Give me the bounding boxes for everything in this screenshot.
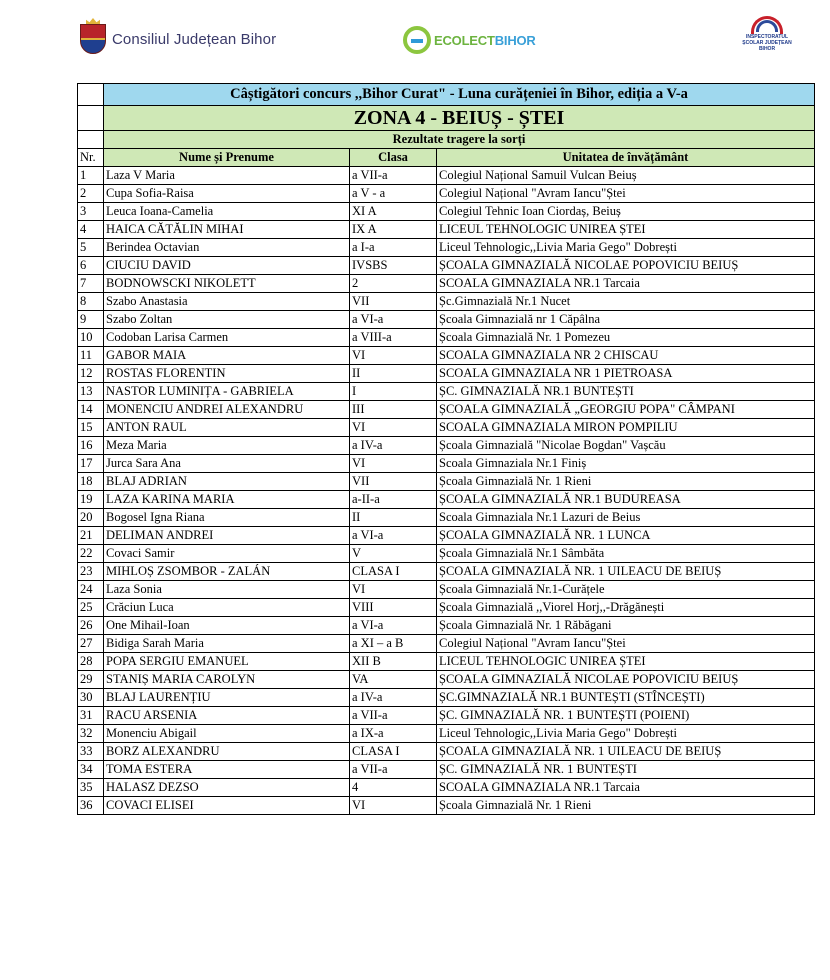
class-cell: a XI – a B [350,635,437,653]
table-row [78,473,815,491]
school-name: Scoala Gimnaziala Nr.1 Lazuri de Beius [437,509,815,527]
class-cell: VII [350,473,437,491]
table-row [78,329,815,347]
student-name: Monenciu Abigail [104,725,350,743]
table-row [78,401,815,419]
class-cell: a VII-a [350,761,437,779]
student-name: Meza Maria [104,437,350,455]
school-name: SCOALA GIMNAZIALA MIRON POMPILIU [437,419,815,437]
student-name: STANIȘ MARIA CAROLYN [104,671,350,689]
ecolect-logo-text: ECOLECTBIHOR [434,32,536,48]
table-row [78,365,815,383]
school-name: ȘCOALA GIMNAZIALĂ NR. 1 UILEACU DE BEIUȘ [437,743,815,761]
column-header-school: Unitatea de învățământ [437,149,815,167]
row-number: 33 [78,743,104,761]
class-cell: VI [350,419,437,437]
page-header [0,0,830,80]
student-name: MONENCIU ANDREI ALEXANDRU [104,401,350,419]
school-name: Liceul Tehnologic,,Livia Maria Gego" Dobrești [437,239,815,257]
student-name: LAZA KARINA MARIA [104,491,350,509]
winners-table [77,83,815,815]
table-row [78,743,815,761]
school-name: Școala Gimnazială ,,Viorel Horj,,-Drăgănești [437,599,815,617]
row-number: 36 [78,797,104,815]
student-name: ROSTAS FLORENTIN [104,365,350,383]
table-row [78,383,815,401]
row-number: 25 [78,599,104,617]
class-cell: a IV-a [350,689,437,707]
class-cell: II [350,365,437,383]
class-cell: a VI-a [350,527,437,545]
column-header-name: Nume și Prenume [104,149,350,167]
student-name: DELIMAN ANDREI [104,527,350,545]
table-row [78,239,815,257]
class-cell: IX A [350,221,437,239]
row-number: 28 [78,653,104,671]
school-name: Școala Gimnazială nr 1 Căpâlna [437,311,815,329]
org-name: Consiliul Județean Bihor [112,30,277,48]
table-row [78,167,815,185]
table-row [78,563,815,581]
row-number: 22 [78,545,104,563]
table-row [78,617,815,635]
inspectoratul-logo: INSPECTORATUL ȘCOLAR JUDEȚEAN BIHOR [748,14,786,60]
table-row [78,761,815,779]
school-name: Colegiul Național "Avram Iancu"Ștei [437,185,815,203]
zone-heading: ZONA 4 - BEIUȘ - ȘTEI [104,106,815,131]
table-row [78,455,815,473]
table-row [78,707,815,725]
student-name: BLAJ LAURENȚIU [104,689,350,707]
row-number: 12 [78,365,104,383]
school-name: SCOALA GIMNAZIALA NR.1 Tarcaia [437,779,815,797]
row-number: 30 [78,689,104,707]
row-number: 9 [78,311,104,329]
student-name: RACU ARSENIA [104,707,350,725]
school-name: Școala Gimnazială Nr.1 Sâmbăta [437,545,815,563]
row-number: 35 [78,779,104,797]
student-name: Jurca Sara Ana [104,455,350,473]
class-cell: a IV-a [350,437,437,455]
row-number: 24 [78,581,104,599]
row-number: 29 [78,671,104,689]
student-name: HALASZ DEZSO [104,779,350,797]
row-number: 5 [78,239,104,257]
student-name: POPA SERGIU EMANUEL [104,653,350,671]
row-number: 20 [78,509,104,527]
table-row [78,689,815,707]
student-name: BORZ ALEXANDRU [104,743,350,761]
student-name: Covaci Samir [104,545,350,563]
student-name: CIUCIU DAVID [104,257,350,275]
student-name: Bogosel Igna Riana [104,509,350,527]
table-row [78,347,815,365]
row-number: 10 [78,329,104,347]
table-header-row [78,149,815,167]
student-name: ANTON RAUL [104,419,350,437]
row-number: 21 [78,527,104,545]
class-cell: a I-a [350,239,437,257]
student-name: NASTOR LUMINIȚA - GABRIELA [104,383,350,401]
contest-title: Câștigători concurs ,,Bihor Curat" - Luna curățeniei în Bihor, ediția a V-a [104,84,815,106]
table-row [78,545,815,563]
student-name: HAICA CĂTĂLIN MIHAI [104,221,350,239]
table-row [78,221,815,239]
table-row [78,671,815,689]
school-name: ȘC. GIMNAZIALĂ NR. 1 BUNTEȘTI [437,761,815,779]
school-name: Liceul Tehnologic,,Livia Maria Gego" Dobrești [437,725,815,743]
school-name: Școala Gimnazială Nr. 1 Rieni [437,473,815,491]
ecolect-e-icon [403,26,431,54]
row-number: 34 [78,761,104,779]
table-row [78,311,815,329]
row-number: 16 [78,437,104,455]
table-row [78,437,815,455]
student-name: BODNOWSCKI NIKOLETT [104,275,350,293]
student-name: Szabo Zoltan [104,311,350,329]
row-number: 13 [78,383,104,401]
table-row [78,509,815,527]
school-name: Colegiul Național "Avram Iancu"Ștei [437,635,815,653]
student-name: GABOR MAIA [104,347,350,365]
class-cell: II [350,509,437,527]
table-row [78,581,815,599]
class-cell: a VI-a [350,311,437,329]
coat-of-arms-icon [80,24,106,54]
student-name: Leuca Ioana-Camelia [104,203,350,221]
row-number: 17 [78,455,104,473]
student-name: One Mihail-Ioan [104,617,350,635]
class-cell: VI [350,581,437,599]
column-header-nr: Nr. [78,149,104,167]
school-name: Colegiul Tehnic Ioan Ciordaș, Beiuș [437,203,815,221]
consiliul-judetean-logo [80,24,276,54]
class-cell: VIII [350,599,437,617]
table-row [78,257,815,275]
student-name: Szabo Anastasia [104,293,350,311]
school-name: ȘCOALA GIMNAZIALĂ NR.1 BUDUREASA [437,491,815,509]
row-number: 18 [78,473,104,491]
class-cell: VI [350,347,437,365]
school-name: SCOALA GIMNAZIALA NR 1 PIETROASA [437,365,815,383]
table-row [78,635,815,653]
school-name: Școala Gimnazială Nr. 1 Pomezeu [437,329,815,347]
student-name: Laza Sonia [104,581,350,599]
school-name: Școala Gimnazială "Nicolae Bogdan" Vașcău [437,437,815,455]
class-cell: XI A [350,203,437,221]
student-name: Berindea Octavian [104,239,350,257]
table-row [78,491,815,509]
student-name: BLAJ ADRIAN [104,473,350,491]
class-cell: a IX-a [350,725,437,743]
table-row [78,779,815,797]
row-number: 1 [78,167,104,185]
school-name: ȘCOALA GIMNAZIALĂ NICOLAE POPOVICIU BEIUȘ [437,671,815,689]
results-subtitle: Rezultate tragere la sorți [104,131,815,149]
class-cell: VI [350,455,437,473]
school-name: LICEUL TEHNOLOGIC UNIREA ȘTEI [437,653,815,671]
student-name: MIHLOȘ ZSOMBOR - ZALÁN [104,563,350,581]
table-row [78,419,815,437]
row-number: 7 [78,275,104,293]
table-row [78,725,815,743]
table-row [78,275,815,293]
student-name: Crăciun Luca [104,599,350,617]
table-row [78,599,815,617]
table-row [78,185,815,203]
row-number: 2 [78,185,104,203]
school-name: Șc.Gimnazială Nr.1 Nucet [437,293,815,311]
table-row [78,203,815,221]
class-cell: 2 [350,275,437,293]
class-cell: a VIII-a [350,329,437,347]
school-name: Școala Gimnazială Nr. 1 Răbăgani [437,617,815,635]
class-cell: a-II-a [350,491,437,509]
class-cell: IVSBS [350,257,437,275]
row-number: 4 [78,221,104,239]
table-row [78,293,815,311]
student-name: Codoban Larisa Carmen [104,329,350,347]
school-name: SCOALA GIMNAZIALA NR.1 Tarcaia [437,275,815,293]
student-name: Cupa Sofia-Raisa [104,185,350,203]
row-number: 6 [78,257,104,275]
class-cell: a VII-a [350,707,437,725]
school-name: Școala Gimnazială Nr.1-Curățele [437,581,815,599]
row-number: 8 [78,293,104,311]
row-number: 23 [78,563,104,581]
school-name: ȘC.GIMNAZIALĂ NR.1 BUNTEȘTI (STÎNCEȘTI) [437,689,815,707]
row-number: 26 [78,617,104,635]
school-name: ȘCOALA GIMNAZIALĂ NICOLAE POPOVICIU BEIUȘ [437,257,815,275]
class-cell: III [350,401,437,419]
school-name: Scoala Gimnaziala Nr.1 Finiș [437,455,815,473]
class-cell: VA [350,671,437,689]
class-cell: XII B [350,653,437,671]
class-cell: a V - a [350,185,437,203]
class-cell: V [350,545,437,563]
school-name: ȘC. GIMNAZIALĂ NR. 1 BUNTEȘTI (POIENI) [437,707,815,725]
school-name: ȘC. GIMNAZIALĂ NR.1 BUNTEȘTI [437,383,815,401]
school-name: ȘCOALA GIMNAZIALĂ „GEORGIU POPA" CÂMPANI [437,401,815,419]
school-name: SCOALA GIMNAZIALA NR 2 CHISCAU [437,347,815,365]
column-header-class: Clasa [350,149,437,167]
row-number: 19 [78,491,104,509]
class-cell: 4 [350,779,437,797]
school-name: ȘCOALA GIMNAZIALĂ NR. 1 LUNCA [437,527,815,545]
table-row [78,797,815,815]
row-number: 3 [78,203,104,221]
table-row [78,653,815,671]
row-number: 32 [78,725,104,743]
school-name: Școala Gimnazială Nr. 1 Rieni [437,797,815,815]
class-cell: CLASA I [350,563,437,581]
class-cell: CLASA I [350,743,437,761]
student-name: Laza V Maria [104,167,350,185]
row-number: 31 [78,707,104,725]
row-number: 14 [78,401,104,419]
class-cell: VI [350,797,437,815]
ecolect-logo [403,26,536,54]
school-name: Colegiul Național Samuil Vulcan Beiuș [437,167,815,185]
student-name: Bidiga Sarah Maria [104,635,350,653]
class-cell: VII [350,293,437,311]
student-name: COVACI ELISEI [104,797,350,815]
school-name: LICEUL TEHNOLOGIC UNIREA ȘTEI [437,221,815,239]
student-name: TOMA ESTERA [104,761,350,779]
class-cell: I [350,383,437,401]
class-cell: a VII-a [350,167,437,185]
school-name: ȘCOALA GIMNAZIALĂ NR. 1 UILEACU DE BEIUȘ [437,563,815,581]
row-number: 27 [78,635,104,653]
row-number: 15 [78,419,104,437]
class-cell: a VI-a [350,617,437,635]
row-number: 11 [78,347,104,365]
table-row [78,527,815,545]
